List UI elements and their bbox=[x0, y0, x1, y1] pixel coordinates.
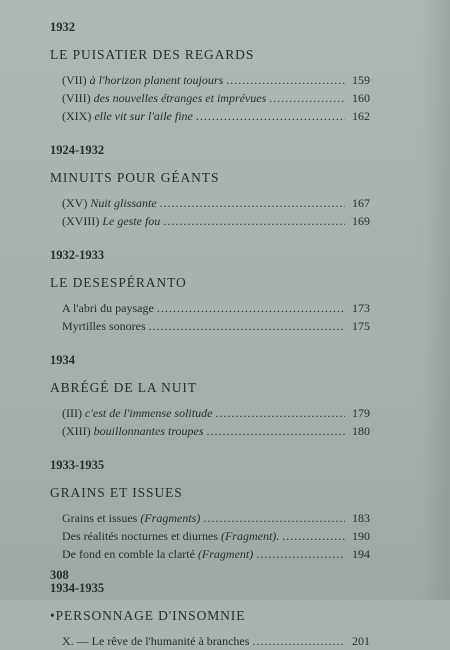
dot-leader bbox=[163, 212, 345, 230]
entry-title: Nuit glissante bbox=[90, 196, 157, 210]
entry-prefix: (VII) bbox=[62, 73, 87, 87]
entry-title: Myrtilles sonores bbox=[62, 319, 146, 333]
dot-leader bbox=[196, 107, 345, 125]
section-year: 1932-1933 bbox=[50, 248, 105, 262]
toc-entry bbox=[62, 89, 370, 107]
entry-prefix: (XV) bbox=[62, 196, 88, 210]
section-title: GRAINS ET ISSUES bbox=[50, 485, 183, 500]
entry-page-number: 180 bbox=[352, 424, 370, 438]
section-year: 1924-1932 bbox=[50, 143, 105, 157]
dot-leader bbox=[226, 71, 345, 89]
section-title: •PERSONNAGE D'INSOMNIE bbox=[50, 608, 246, 623]
entry-page-number: 183 bbox=[352, 511, 370, 525]
section-title: LE DESESPÉRANTO bbox=[50, 275, 187, 290]
entry-page-number: 169 bbox=[352, 214, 370, 228]
dot-leader bbox=[215, 404, 345, 422]
entry-title: Le geste fou bbox=[102, 214, 161, 228]
dot-leader bbox=[269, 89, 345, 107]
section-year: 1934 bbox=[50, 353, 75, 367]
entry-title: à l'horizon planent toujours bbox=[89, 73, 224, 87]
toc-entry bbox=[62, 527, 370, 545]
entry-page-number: 167 bbox=[352, 196, 370, 210]
entry-page-number: 162 bbox=[352, 109, 370, 123]
entry-prefix: (XVIII) bbox=[62, 214, 100, 228]
toc-entry bbox=[62, 422, 370, 440]
toc-entry bbox=[62, 545, 370, 563]
entry-prefix: (III) bbox=[62, 406, 82, 420]
entry-title: De fond en comble la clarté bbox=[62, 547, 195, 561]
dot-leader bbox=[149, 317, 345, 335]
entry-page-number: 179 bbox=[352, 406, 370, 420]
entry-prefix: (XIII) bbox=[62, 424, 91, 438]
entry-title: Grains et issues bbox=[62, 511, 138, 525]
toc-entry bbox=[62, 299, 370, 317]
dot-leader bbox=[252, 632, 345, 650]
toc-section bbox=[50, 18, 370, 125]
toc-entry bbox=[62, 107, 370, 125]
section-year: 1932 bbox=[50, 20, 75, 34]
section-title: MINUITS POUR GÉANTS bbox=[50, 170, 220, 185]
toc-section bbox=[50, 141, 370, 230]
page-number: 308 bbox=[50, 568, 69, 582]
entry-title: bouillonnantes troupes bbox=[93, 424, 204, 438]
entry-prefix: (XIX) bbox=[62, 109, 92, 123]
entry-page-number: 190 bbox=[352, 529, 370, 543]
entry-note: (Fragment). bbox=[220, 529, 280, 543]
dot-leader bbox=[282, 527, 345, 545]
entry-page-number: 175 bbox=[352, 319, 370, 333]
entry-page-number: 159 bbox=[352, 73, 370, 87]
dot-leader bbox=[160, 194, 345, 212]
entry-prefix: (VIII) bbox=[62, 91, 91, 105]
section-title: ABRÉGÉ DE LA NUIT bbox=[50, 380, 197, 395]
toc-entry bbox=[62, 509, 370, 527]
entry-page-number: 194 bbox=[352, 547, 370, 561]
entry-title: X. — Le rêve de l'humanité à branches bbox=[62, 634, 250, 648]
toc-section bbox=[50, 246, 370, 335]
entry-note: (Fragment) bbox=[197, 547, 254, 561]
entry-title: c'est de l'immense solitude bbox=[84, 406, 213, 420]
toc-entry bbox=[62, 212, 370, 230]
entry-title: elle vit sur l'aile fine bbox=[94, 109, 193, 123]
entry-title: des nouvelles étranges et imprévues bbox=[93, 91, 267, 105]
entry-title: A l'abri du paysage bbox=[62, 301, 154, 315]
toc-entry bbox=[62, 317, 370, 335]
dot-leader bbox=[256, 545, 345, 563]
dot-leader bbox=[203, 509, 345, 527]
entry-page-number: 160 bbox=[352, 91, 370, 105]
toc-section bbox=[50, 456, 370, 563]
toc-entry bbox=[62, 71, 370, 89]
toc-section bbox=[50, 579, 370, 650]
toc-entry bbox=[62, 404, 370, 422]
section-year: 1934-1935 bbox=[50, 581, 105, 595]
dot-leader bbox=[157, 299, 345, 317]
entry-title: Des réalités nocturnes et diurnes bbox=[62, 529, 218, 543]
table-of-contents bbox=[50, 18, 370, 650]
entry-page-number: 201 bbox=[352, 634, 370, 648]
entry-page-number: 173 bbox=[352, 301, 370, 315]
section-year: 1933-1935 bbox=[50, 458, 105, 472]
section-title: LE PUISATIER DES REGARDS bbox=[50, 47, 255, 62]
toc-section bbox=[50, 351, 370, 440]
entry-note: (Fragments) bbox=[140, 511, 201, 525]
toc-entry bbox=[62, 632, 370, 650]
toc-entry bbox=[62, 194, 370, 212]
dot-leader bbox=[207, 422, 345, 440]
page-edge-shadow bbox=[422, 0, 450, 600]
